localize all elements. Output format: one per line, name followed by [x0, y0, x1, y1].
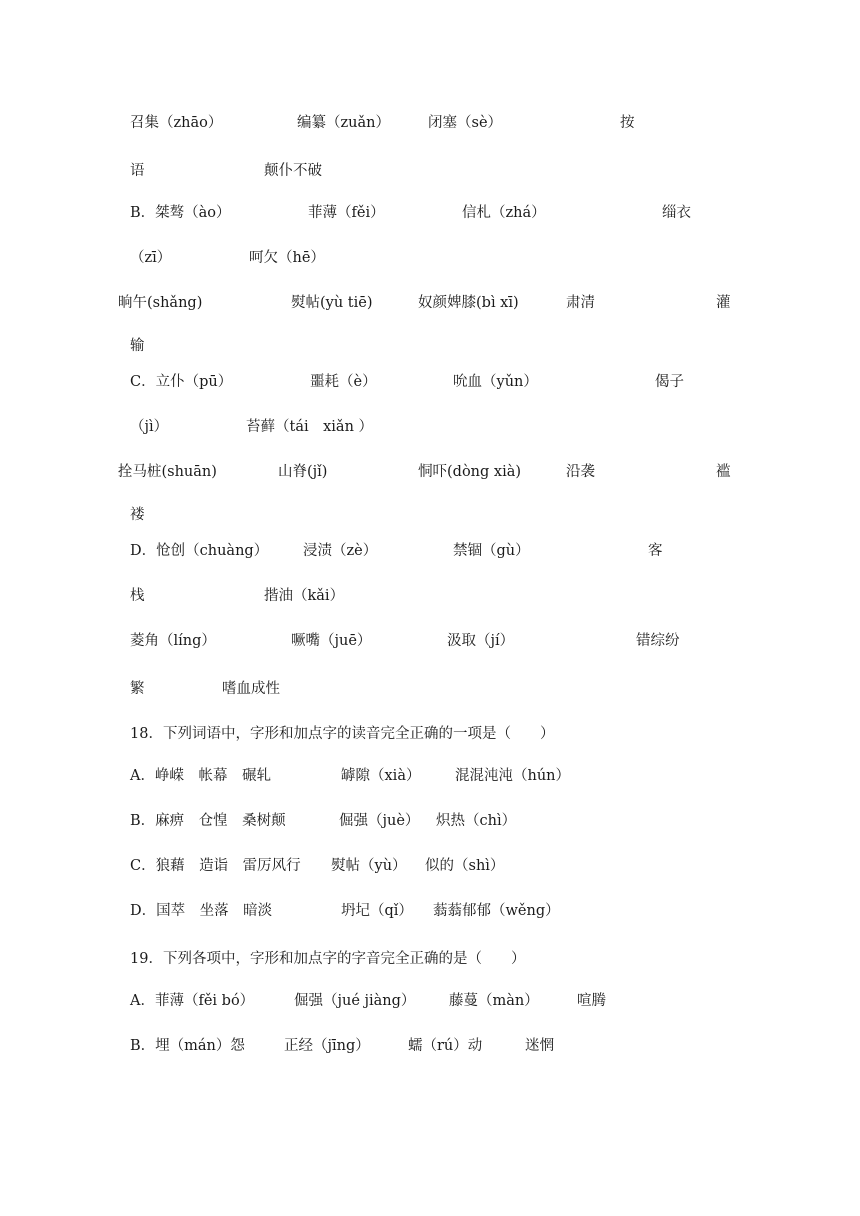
text-segment: 吮血（yǔn）: [453, 374, 538, 390]
text-segment: 18．下列词语中，字形和加点字的读音完全正确的一项是（ ）: [130, 726, 555, 742]
text-segment: 熨帖(yù tiē): [291, 295, 373, 311]
text-segment: （zī）: [130, 250, 172, 266]
text-segment: 苔藓（tái xiǎn ）: [246, 419, 374, 435]
text-segment: 噘嘴（juē）: [291, 633, 372, 649]
text-segment: 信札（zhá）: [462, 205, 546, 221]
text-segment: 输: [130, 338, 145, 354]
text-segment: 浸渍（zè）: [303, 543, 378, 559]
text-segment: 19．下列各项中，字形和加点字的字音完全正确的是（ ）: [130, 951, 526, 967]
text-segment: 召集（zhāo）: [130, 115, 223, 131]
text-segment: 喧腾: [577, 993, 606, 1009]
text-segment: A．峥嵘 帐幕 碾轧: [130, 768, 271, 784]
text-segment: C．狼藉 造诣 雷厉风行: [130, 858, 301, 874]
text-segment: 颠仆不破: [264, 163, 322, 179]
text-segment: （jì）: [130, 419, 169, 435]
text-segment: 偈子: [655, 374, 684, 390]
text-segment: 罅隙（xià）: [341, 768, 421, 784]
text-segment: 混混沌沌（hún）: [455, 768, 571, 784]
text-segment: A．菲薄（fěi bó）: [130, 993, 255, 1009]
text-segment: 恫吓(dòng xià): [418, 464, 522, 480]
text-segment: C．立仆（pū）: [130, 374, 233, 390]
text-segment: 迷惘: [525, 1038, 554, 1054]
text-segment: 栈: [130, 588, 145, 604]
text-segment: 错综纷: [636, 633, 680, 649]
text-segment: 嗜血成性: [222, 681, 280, 697]
text-segment: 沿袭: [566, 464, 595, 480]
text-segment: 正经（jīng）: [284, 1038, 370, 1054]
text-segment: 菱角（líng）: [130, 633, 216, 649]
text-segment: 藤蔓（màn）: [449, 993, 539, 1009]
text-segment: 褛: [130, 507, 145, 523]
text-segment: D．怆创（chuàng）: [130, 543, 269, 559]
text-segment: 语: [130, 163, 145, 179]
text-segment: 蓊蓊郁郁（wěng）: [433, 903, 560, 919]
text-segment: 繁: [130, 681, 145, 697]
text-segment: 熨帖（yù）: [331, 858, 407, 874]
text-segment: 灌: [716, 295, 731, 311]
text-segment: 噩耗（è）: [310, 374, 377, 390]
text-segment: 褴: [716, 464, 731, 480]
text-segment: 闭塞（sè）: [428, 115, 503, 131]
text-segment: 拴马桩(shuān): [118, 464, 217, 480]
text-segment: 晌午(shǎng): [118, 295, 203, 311]
text-segment: 编纂（zuǎn）: [297, 115, 390, 131]
text-segment: 似的（shì）: [425, 858, 505, 874]
text-segment: 汲取（jí）: [447, 633, 515, 649]
text-segment: 倔强（jué jiàng）: [294, 993, 416, 1009]
text-segment: 按: [620, 115, 635, 131]
text-segment: 揩油（kǎi）: [264, 588, 345, 604]
text-segment: 禁锢（gù）: [453, 543, 530, 559]
text-segment: 炽热（chì）: [436, 813, 517, 829]
text-segment: 肃清: [566, 295, 595, 311]
text-segment: B．桀骜（ào）: [130, 205, 231, 221]
text-segment: 客: [648, 543, 663, 559]
text-segment: D．国萃 坐落 暗淡: [130, 903, 273, 919]
text-segment: 奴颜婢膝(bì xī): [418, 295, 519, 311]
text-segment: B．埋（mán）怨: [130, 1038, 245, 1054]
text-segment: 蠕（rú）动: [408, 1038, 483, 1054]
text-segment: 山脊(jǐ): [278, 464, 328, 480]
text-segment: 缁衣: [662, 205, 691, 221]
text-segment: B．麻痹 仓惶 桑树颠: [130, 813, 286, 829]
text-segment: 呵欠（hē）: [249, 250, 325, 266]
text-segment: 坍圮（qǐ）: [341, 903, 413, 919]
text-segment: 菲薄（fěi）: [308, 205, 385, 221]
text-segment: 倔强（juè）: [339, 813, 420, 829]
